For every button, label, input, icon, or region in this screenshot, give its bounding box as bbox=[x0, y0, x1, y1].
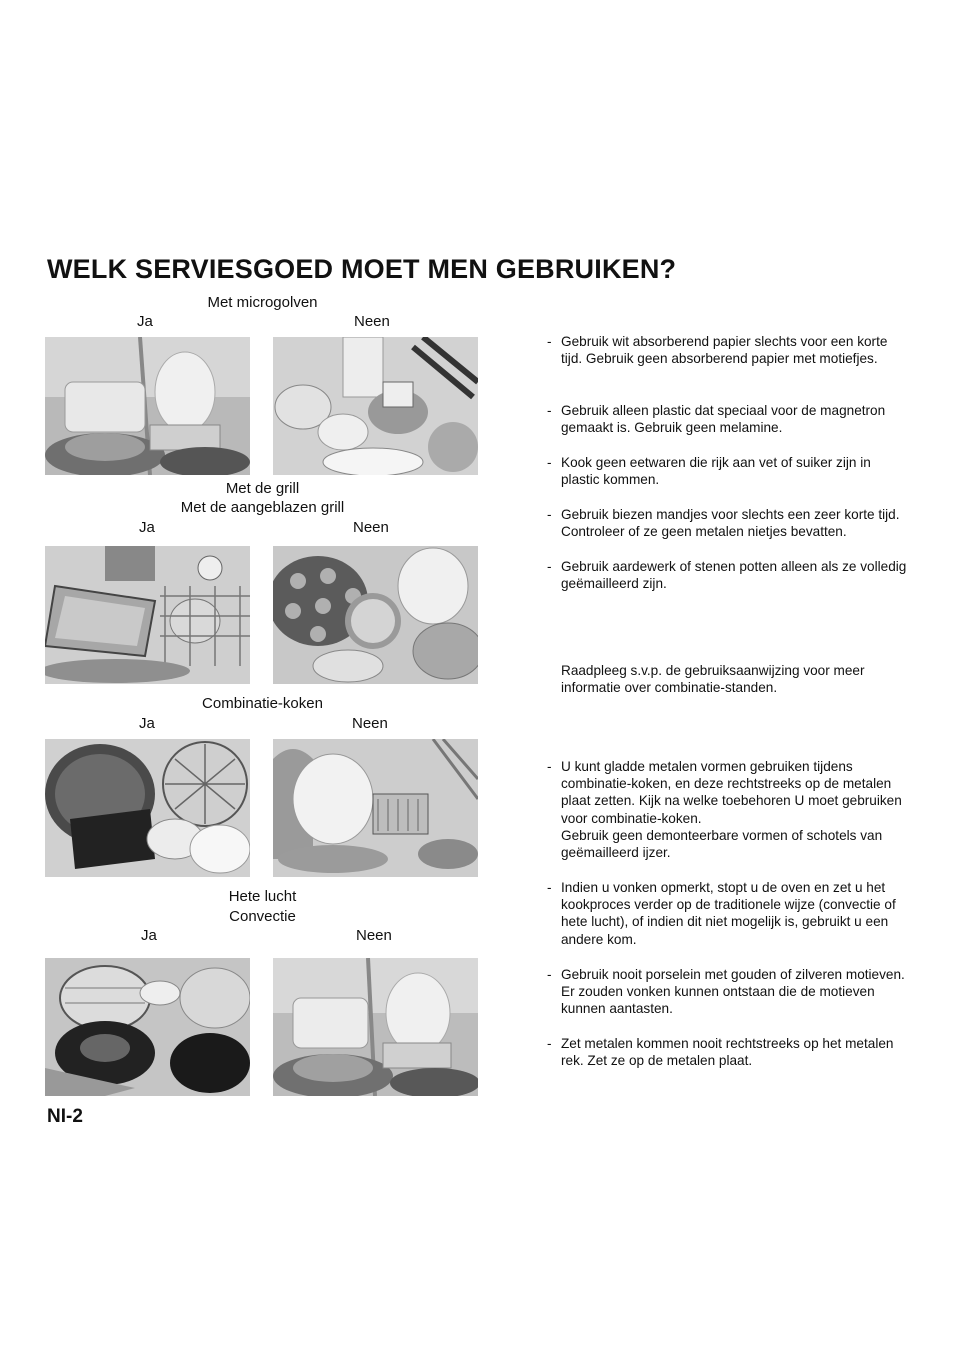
bullet-text: Gebruik biezen mandjes voor slechts een zeer korte tijd. Controleer of ze geen metalen nietjes bevatten. bbox=[561, 507, 900, 540]
photo-combination-no bbox=[273, 739, 478, 877]
photo-microwave-no bbox=[273, 337, 478, 475]
label-no: Neen bbox=[353, 519, 389, 536]
bullet-item bbox=[547, 966, 907, 1018]
bullet-dash: - bbox=[547, 334, 552, 349]
bullet-dash: - bbox=[547, 967, 552, 982]
bullet-text: Indien u vonken opmerkt, stopt u de oven en zet u het kookproces verder op de traditionele wijze (convectie of hete lucht), of indien dit niet mogelijk is, gebruikt u een andere kom. bbox=[561, 880, 896, 947]
bullet-text: Gebruik alleen plastic dat speciaal voor de magnetron gemaakt is. Gebruik geen melamine. bbox=[561, 403, 886, 436]
photo-combination-yes bbox=[45, 739, 250, 877]
section-heading-hot-air: Hete lucht bbox=[228, 888, 297, 905]
section-heading-microwave: Met microgolven bbox=[207, 294, 318, 311]
combination-note: Raadpleeg s.v.p. de gebruiksaanwijzing voor meer informatie over combinatie-standen. bbox=[561, 663, 865, 696]
bullet-dash: - bbox=[547, 559, 552, 574]
bullet-dash: - bbox=[547, 507, 552, 522]
label-yes: Ja bbox=[139, 519, 155, 536]
bullet-dash: - bbox=[547, 455, 552, 470]
photo-convection-yes bbox=[45, 958, 250, 1096]
label-yes: Ja bbox=[141, 927, 157, 944]
bullet-text: Zet metalen kommen nooit rechtstreeks op het metalen rek. Zet ze op de metalen plaat. bbox=[561, 1036, 894, 1069]
bullet-dash: - bbox=[547, 880, 552, 895]
page-title: WELK SERVIESGOED MOET MEN GEBRUIKEN? bbox=[47, 254, 677, 284]
section-heading-convection: Convectie bbox=[229, 908, 296, 925]
label-no: Neen bbox=[356, 927, 392, 944]
page-number: NI-2 bbox=[47, 1106, 83, 1127]
photo-grill-no bbox=[273, 546, 478, 684]
bullet-item bbox=[547, 402, 907, 436]
section-heading-fan-grill: Met de aangeblazen grill bbox=[180, 499, 345, 516]
bullet-dash: - bbox=[547, 403, 552, 418]
bullet-item bbox=[547, 333, 907, 367]
section-heading-grill: Met de grill bbox=[225, 480, 300, 497]
bullet-item bbox=[547, 558, 907, 592]
label-no: Neen bbox=[352, 715, 388, 732]
bullet-item bbox=[547, 1035, 907, 1069]
bullet-dash: - bbox=[547, 1036, 552, 1051]
bullet-text: Gebruik aardewerk of stenen potten alleen als ze volledig geëmailleerd zijn. bbox=[561, 559, 907, 592]
section-heading-combination: Combinatie-koken bbox=[202, 695, 323, 712]
bullet-item bbox=[547, 506, 907, 540]
photo-microwave-yes bbox=[45, 337, 250, 475]
photo-convection-no bbox=[273, 958, 478, 1096]
bullet-text: U kunt gladde metalen vormen gebruiken tijdens combinatie-koken, en deze rechtstreeks op de metalen plaat zetten. Kijk na welke toebehoren U moet gebruiken voor combinatie-koken. Gebruik geen demonteerbare vormen of schotels van geëmailleerd ijzer. bbox=[561, 759, 902, 861]
bullet-item bbox=[547, 758, 907, 861]
bullet-text: Kook geen eetwaren die rijk aan vet of suiker zijn in plastic kommen. bbox=[561, 455, 871, 488]
label-yes: Ja bbox=[139, 715, 155, 732]
bullet-item bbox=[547, 879, 907, 948]
label-yes: Ja bbox=[137, 313, 153, 330]
bullet-text: Gebruik nooit porselein met gouden of zilveren motieven. Er zouden vonken kunnen ontstaan die de motieven kunnen aantasten. bbox=[561, 967, 905, 1017]
bullet-text: Gebruik wit absorberend papier slechts voor een korte tijd. Gebruik geen absorberend papier met motiefjes. bbox=[561, 334, 888, 367]
label-no: Neen bbox=[354, 313, 390, 330]
bullet-dash: - bbox=[547, 759, 552, 774]
photo-grill-yes bbox=[45, 546, 250, 684]
bullet-item bbox=[547, 454, 907, 488]
